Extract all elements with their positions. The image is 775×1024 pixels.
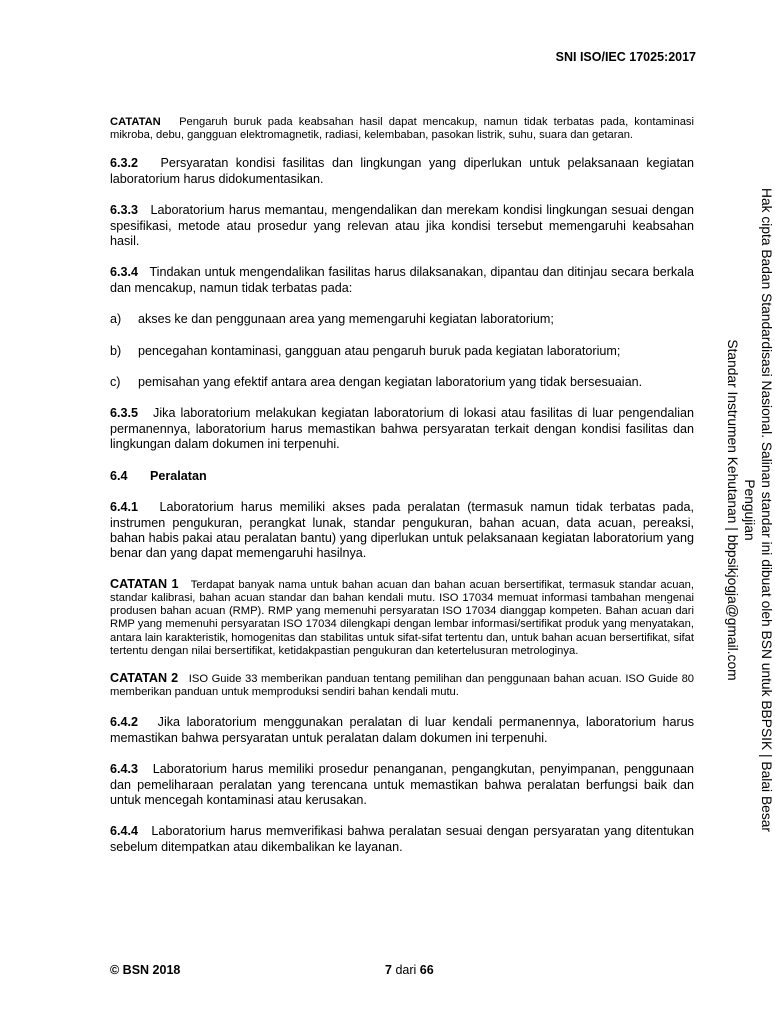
clause-6-3-2 (110, 156, 694, 187)
clause-number: 6.4.2 (110, 715, 139, 730)
page-total: 66 (419, 963, 434, 977)
document-body (110, 116, 694, 855)
copyright-line-1: Hak cipta Badan Standardisasi Nasional. Salinan standar ini dibuat oleh BSN untuk BBPSIK | Balai Besar Pengujian (742, 188, 774, 832)
list-item-c (110, 375, 694, 390)
clause-number: 6.3.5 (110, 406, 139, 421)
page-of: dari (395, 963, 417, 977)
list-label: a) (110, 312, 122, 327)
catatan-label: CATATAN (110, 116, 161, 128)
page-current: 7 (385, 963, 392, 977)
list-label: c) (110, 375, 121, 390)
list-text: pencegahan kontaminasi, gangguan atau pengaruh buruk pada kegiatan laboratorium; (138, 343, 621, 358)
clause-6-4-2 (110, 715, 694, 746)
clause-number: 6.3.4 (110, 265, 139, 280)
list-item-a (110, 312, 694, 327)
clause-6-4-3 (110, 762, 694, 808)
clause-text: Laboratorium harus memiliki akses pada peralatan (termasuk namun tidak terbatas pada, instrumen pengukuran, perangkat lunak, standar pengukuran, bahan acuan, data acuan, pereaksi, bahan habis pakai atau peralatan bantu) yang diperlukan untuk pelaksanaan kegiatan laboratorium yang benar dan yang dapat memengaruhi hasilnya. (110, 500, 695, 561)
list-item-b (110, 344, 694, 359)
standard-code-header: SNI ISO/IEC 17025:2017 (555, 50, 696, 64)
clause-text: Laboratorium harus memantau, mengendalikan dan merekam kondisi lingkungan sesuai dengan spesifikasi, metode atau prosedur yang relevan atau jika kondisi tersebut memengaruhi keabsahan hasil. (110, 203, 694, 249)
catatan-text: Pengaruh buruk pada keabsahan hasil dapat mencakup, namun tidak terbatas pada, kontaminasi mikroba, debu, gangguan elektromagnetik, radiasi, kelembaban, pasokan listrik, suhu, suara dan getaran. (110, 116, 694, 142)
catatan-text: ISO Guide 33 memberikan panduan tentang pemilihan dan penggunaan bahan acuan. ISO Guide 80 memberikan panduan untuk memproduksi sendiri bahan kendali mutu. (110, 672, 695, 699)
catatan-text: Terdapat banyak nama untuk bahan acuan dan bahan acuan bersertifikat, termasuk standar acuan, standar kalibrasi, bahan acuan standar dan bahan kendali mutu. ISO 17034 memuat informasi tambahan mengenai produsen bahan acuan (RMP). RMP yang memenuhi persyaratan ISO 17034 dianggap kompeten. Bahan acuan dari RMP yang memenuhi persyaratan ISO 17034 dilengkapi dengan lembar informasi/sertifikat produk yang menyatakan, antara lain karakteristik, homogenitas dan stabilitas untuk sifat-sifat tertentu dan, untuk bahan acuan bersertifikat, sifat tertentu dengan nilai bersertifikat, ketidakpastian pengukuran dan ketertelusuran metrologinya. (110, 578, 694, 657)
clause-text: Laboratorium harus memverifikasi bahwa peralatan sesuai dengan persyaratan yang ditentukan sebelum ditempatkan atau dikembalikan ke layanan. (110, 824, 695, 854)
catatan-2 (110, 672, 694, 699)
clause-text: Persyaratan kondisi fasilitas dan lingkungan yang diperlukan untuk pelaksanaan kegiatan laboratorium harus didokumentasikan. (110, 156, 694, 186)
footer-copyright: © BSN 2018 (110, 963, 181, 977)
section-heading-6-4 (110, 469, 694, 484)
clause-6-3-3 (110, 203, 694, 249)
list-text: pemisahan yang efektif antara area dengan kegiatan laboratorium yang tidak bersesuaian. (138, 375, 643, 390)
clause-number: 6.3.2 (110, 156, 139, 171)
section-number: 6.4 (110, 468, 128, 483)
clause-6-3-4 (110, 265, 694, 296)
list-text: akses ke dan penggunaan area yang memengaruhi kegiatan laboratorium; (138, 312, 554, 327)
section-title: Peralatan (150, 468, 207, 483)
page-number (385, 963, 434, 977)
copyright-line-2: Standar Instrumen Kehutanan | bbpsikjogja@gmail.com (725, 339, 740, 681)
clause-6-3-5 (110, 406, 694, 452)
clause-6-4-1 (110, 500, 694, 562)
catatan-1 (110, 578, 694, 658)
clause-text: Tindakan untuk mengendalikan fasilitas harus dilaksanakan, dipantau dan ditinjau secara berkala dan mencakup, namun tidak terbatas pada: (110, 265, 694, 295)
catatan-label: CATATAN 1 (110, 576, 179, 591)
clause-number: 6.4.3 (110, 762, 139, 777)
clause-text: Jika laboratorium menggunakan peralatan di luar kendali permanennya, laboratorium harus memastikan bahwa persyaratan untuk peralatan dalam dokumen ini terpenuhi. (110, 715, 695, 745)
clause-text: Jika laboratorium melakukan kegiatan laboratorium di lokasi atau fasilitas di luar pengendalian permanennya, laboratorium harus memastikan bahwa persyaratan terkait dengan kondisi fasilitas dan lingkungan dalam dokumen ini terpenuhi. (110, 406, 694, 452)
catatan-label: CATATAN 2 (110, 670, 179, 685)
clause-number: 6.4.1 (110, 500, 139, 515)
clause-number: 6.3.3 (110, 203, 139, 218)
clause-number: 6.4.4 (110, 824, 139, 839)
copyright-sidebar (725, 165, 775, 855)
clause-6-4-4 (110, 824, 694, 855)
copyright-sidebar-text (725, 165, 775, 855)
catatan-intro (110, 116, 694, 142)
list-label: b) (110, 343, 122, 358)
clause-text: Laboratorium harus memiliki prosedur penanganan, pengangkutan, penyimpanan, penggunaan dan pemeliharaan peralatan yang terencana untuk memastikan bahwa peralatan berfungsi baik dan untuk mencegah kontaminasi atau kerusakan. (110, 762, 694, 807)
